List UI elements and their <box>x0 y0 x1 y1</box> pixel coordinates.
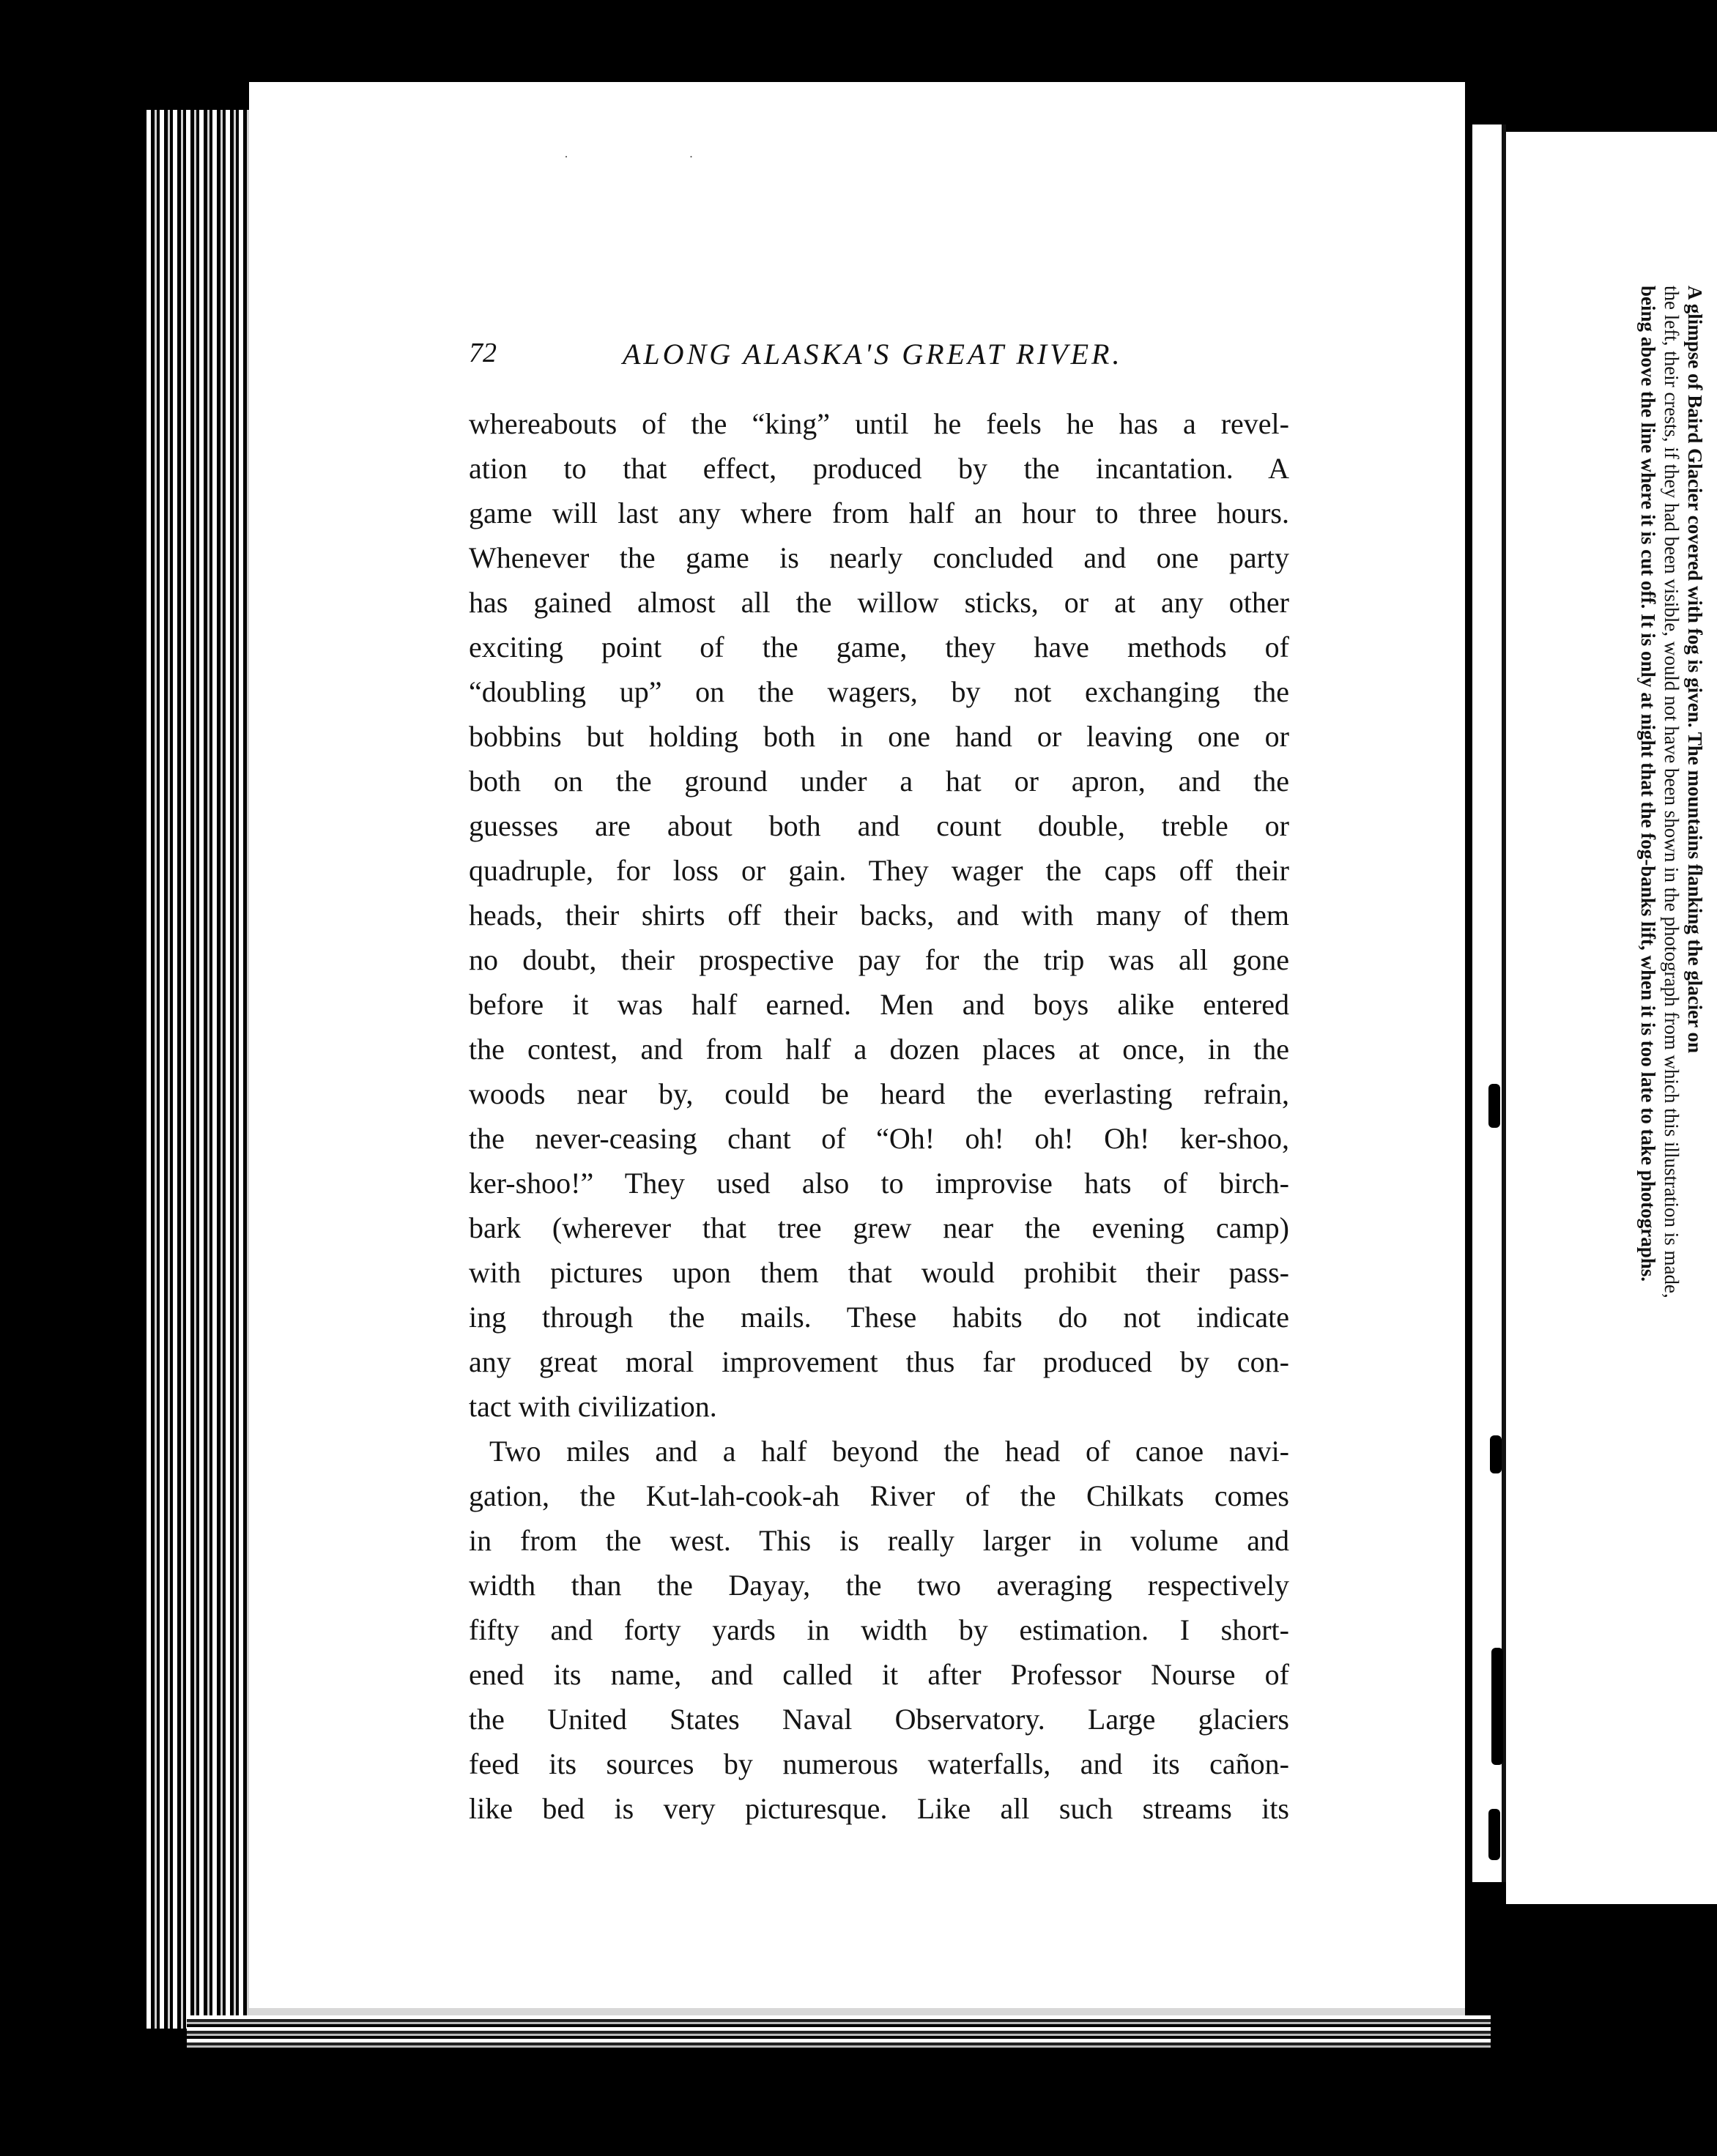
text-line: whereabouts of the “king” until he feels he has a revel- <box>469 407 1289 440</box>
text-line: guesses are about both and count double, treble or <box>469 809 1289 842</box>
text-line: any great moral improvement thus far produced by con- <box>469 1345 1289 1378</box>
text-line: ker-shoo!” They used also to improvise hats of birch- <box>469 1167 1289 1200</box>
text-line: feed its sources by numerous waterfalls, and its cañon- <box>469 1747 1289 1780</box>
text-line: ing through the mails. These habits do not indicate <box>469 1301 1289 1334</box>
body-text <box>469 401 1289 1831</box>
text-line: with pictures upon them that would prohibit their pass- <box>469 1256 1289 1289</box>
text-line: before it was half earned. Men and boys alike entered <box>469 988 1289 1021</box>
text-line: bobbins but holding both in one hand or leaving one or <box>469 720 1289 753</box>
text-line: quadruple, for loss or gain. They wager the caps off their <box>469 854 1289 887</box>
text-line: ation to that effect, produced by the incantation. A <box>469 452 1289 485</box>
binding-strip <box>1472 124 1506 1882</box>
caption-line: being above the line where it is cut off. It is only at night that the fog-banks lift, when it is too late to take photographs. <box>1637 286 1659 1282</box>
binding-notch <box>1491 1648 1503 1765</box>
text-line: tact with civilization. <box>469 1390 717 1423</box>
text-line: fifty and forty yards in width by estimation. I short- <box>469 1613 1289 1646</box>
text-line: Whenever the game is nearly concluded and one party <box>469 541 1289 574</box>
caption-line: the left, their crests, if they had been visible, would not have been shown in the photograph from which this illustration is made, <box>1661 286 1683 1298</box>
text-line: the contest, and from half a dozen places at once, in the <box>469 1033 1289 1066</box>
text-line: the United States Naval Observatory. Large glaciers <box>469 1703 1289 1736</box>
page-specks: · · <box>564 149 752 164</box>
binding-notch <box>1490 1435 1502 1473</box>
page-number: 72 <box>469 338 497 368</box>
text-line: exciting point of the game, they have methods of <box>469 631 1289 663</box>
running-title: ALONG ALASKA'S GREAT RIVER. <box>623 338 1123 371</box>
caption-line: A glimpse of Baird Glacier covered with fog is given. The mountains flanking the glacier on <box>1684 286 1706 1054</box>
text-line: in from the west. This is really larger in volume and <box>469 1524 1289 1557</box>
text-line: bark (wherever that tree grew near the evening camp) <box>469 1211 1289 1244</box>
page-stack-bottom <box>187 2015 1491 2051</box>
text-line: Two miles and a half beyond the head of canoe navi- <box>489 1435 1289 1468</box>
facing-page-caption <box>1560 286 1707 1604</box>
text-line: width than the Dayay, the two averaging respectively <box>469 1569 1289 1602</box>
text-line: game will last any where from half an hour to three hours. <box>469 497 1289 529</box>
text-line: the never-ceasing chant of “Oh! oh! oh! Oh! ker-shoo, <box>469 1122 1289 1155</box>
text-line: no doubt, their prospective pay for the trip was all gone <box>469 943 1289 976</box>
text-line: has gained almost all the willow sticks, or at any other <box>469 586 1289 619</box>
text-line: gation, the Kut-lah-cook-ah River of the Chilkats comes <box>469 1479 1289 1512</box>
page-header <box>469 337 1304 381</box>
binding-notch <box>1488 1084 1500 1128</box>
page-stack-edge <box>147 110 256 2029</box>
text-line: like bed is very picturesque. Like all such streams its <box>469 1792 1289 1825</box>
binding-notch <box>1488 1809 1500 1860</box>
text-line: heads, their shirts off their backs, and with many of them <box>469 899 1289 932</box>
text-line: “doubling up” on the wagers, by not exchanging the <box>469 675 1289 708</box>
text-line: woods near by, could be heard the everlasting refrain, <box>469 1077 1289 1110</box>
text-line: ened its name, and called it after Professor Nourse of <box>469 1658 1289 1691</box>
text-line: both on the ground under a hat or apron, and the <box>469 765 1289 798</box>
